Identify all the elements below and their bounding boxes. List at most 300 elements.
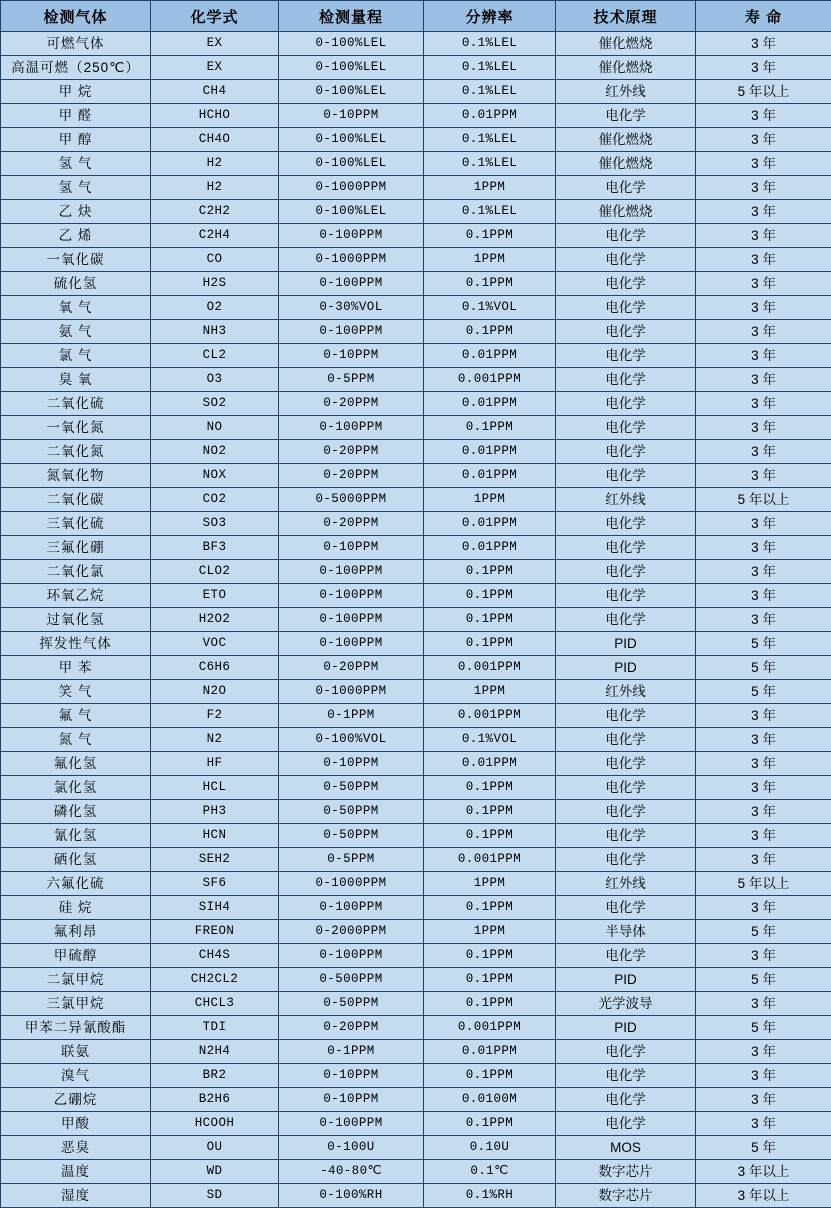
cell-lifespan: 3 年: [696, 560, 831, 584]
cell-resolution: 0.1%LEL: [424, 56, 556, 80]
table-row: [1, 440, 831, 464]
cell-range: 0-20PPM: [279, 656, 424, 680]
cell-principle: 电化学: [556, 416, 696, 440]
cell-lifespan: 3 年: [696, 800, 831, 824]
cell-gas: 氟 气: [1, 704, 151, 728]
cell-principle: 催化燃烧: [556, 32, 696, 56]
cell-principle: 电化学: [556, 224, 696, 248]
table-row: [1, 656, 831, 680]
cell-principle: 电化学: [556, 896, 696, 920]
cell-formula: PH3: [151, 800, 279, 824]
cell-gas: 臭 氧: [1, 368, 151, 392]
cell-principle: 电化学: [556, 776, 696, 800]
cell-formula: B2H6: [151, 1088, 279, 1112]
cell-range: 0-10PPM: [279, 1088, 424, 1112]
table-row: [1, 488, 831, 512]
cell-resolution: 0.1PPM: [424, 1112, 556, 1136]
table-row: [1, 200, 831, 224]
cell-lifespan: 5 年以上: [696, 80, 831, 104]
cell-resolution: 0.1%VOL: [424, 728, 556, 752]
cell-resolution: 0.01PPM: [424, 464, 556, 488]
cell-lifespan: 3 年: [696, 248, 831, 272]
table-row: [1, 80, 831, 104]
table-row: [1, 1040, 831, 1064]
table-body: [1, 32, 831, 1208]
cell-range: 0-1PPM: [279, 704, 424, 728]
cell-formula: BF3: [151, 536, 279, 560]
cell-lifespan: 3 年: [696, 992, 831, 1016]
table-row: [1, 752, 831, 776]
cell-resolution: 1PPM: [424, 176, 556, 200]
cell-formula: NO: [151, 416, 279, 440]
cell-resolution: 0.1PPM: [424, 584, 556, 608]
cell-lifespan: 3 年: [696, 512, 831, 536]
table-row: [1, 176, 831, 200]
cell-formula: N2O: [151, 680, 279, 704]
column-header-gas: 检测气体: [1, 1, 151, 32]
cell-gas: 甲 醇: [1, 128, 151, 152]
cell-gas: 恶臭: [1, 1136, 151, 1160]
cell-range: -40-80℃: [279, 1160, 424, 1184]
table-row: [1, 848, 831, 872]
cell-lifespan: 3 年: [696, 56, 831, 80]
cell-formula: H2S: [151, 272, 279, 296]
table-row: [1, 1160, 831, 1184]
cell-gas: 氧 气: [1, 296, 151, 320]
cell-range: 0-10PPM: [279, 752, 424, 776]
cell-gas: 二氯甲烷: [1, 968, 151, 992]
cell-principle: 催化燃烧: [556, 128, 696, 152]
cell-principle: 电化学: [556, 536, 696, 560]
cell-gas: 氢 气: [1, 152, 151, 176]
cell-gas: 二氧化碳: [1, 488, 151, 512]
cell-formula: SO3: [151, 512, 279, 536]
table-row: [1, 224, 831, 248]
cell-resolution: 0.10U: [424, 1136, 556, 1160]
cell-resolution: 1PPM: [424, 920, 556, 944]
cell-range: 0-50PPM: [279, 992, 424, 1016]
cell-resolution: 0.1PPM: [424, 944, 556, 968]
cell-lifespan: 3 年以上: [696, 1184, 831, 1208]
cell-formula: H2: [151, 152, 279, 176]
cell-principle: 红外线: [556, 872, 696, 896]
cell-lifespan: 3 年: [696, 944, 831, 968]
cell-principle: 数字芯片: [556, 1160, 696, 1184]
cell-principle: 电化学: [556, 392, 696, 416]
cell-formula: HCOOH: [151, 1112, 279, 1136]
cell-principle: 电化学: [556, 368, 696, 392]
cell-lifespan: 5 年: [696, 920, 831, 944]
cell-principle: 半导体: [556, 920, 696, 944]
table-row: [1, 872, 831, 896]
cell-range: 0-1000PPM: [279, 176, 424, 200]
cell-formula: WD: [151, 1160, 279, 1184]
cell-principle: 电化学: [556, 104, 696, 128]
cell-gas: 三氧化硫: [1, 512, 151, 536]
cell-principle: 电化学: [556, 1040, 696, 1064]
table-row: [1, 824, 831, 848]
cell-lifespan: 3 年: [696, 368, 831, 392]
cell-resolution: 0.01PPM: [424, 536, 556, 560]
cell-lifespan: 3 年: [696, 296, 831, 320]
cell-gas: 温度: [1, 1160, 151, 1184]
cell-formula: EX: [151, 56, 279, 80]
column-header-range: 检测量程: [279, 1, 424, 32]
cell-gas: 硫化氢: [1, 272, 151, 296]
table-row: [1, 56, 831, 80]
cell-range: 0-2000PPM: [279, 920, 424, 944]
cell-lifespan: 3 年: [696, 392, 831, 416]
cell-gas: 环氧乙烷: [1, 584, 151, 608]
cell-principle: MOS: [556, 1136, 696, 1160]
cell-resolution: 0.001PPM: [424, 848, 556, 872]
cell-principle: 电化学: [556, 248, 696, 272]
cell-principle: 电化学: [556, 344, 696, 368]
cell-gas: 挥发性气体: [1, 632, 151, 656]
table-row: [1, 1112, 831, 1136]
cell-range: 0-100%LEL: [279, 200, 424, 224]
cell-principle: 电化学: [556, 608, 696, 632]
cell-gas: 二氧化氮: [1, 440, 151, 464]
table-row: [1, 392, 831, 416]
column-header-resolution: 分辨率: [424, 1, 556, 32]
table-row: [1, 536, 831, 560]
cell-formula: CO: [151, 248, 279, 272]
cell-formula: ETO: [151, 584, 279, 608]
cell-range: 0-20PPM: [279, 1016, 424, 1040]
cell-gas: 硅 烷: [1, 896, 151, 920]
cell-principle: 红外线: [556, 680, 696, 704]
cell-principle: 电化学: [556, 560, 696, 584]
cell-range: 0-100PPM: [279, 224, 424, 248]
cell-range: 0-100%RH: [279, 1184, 424, 1208]
column-header-lifespan: 寿 命: [696, 1, 831, 32]
cell-resolution: 0.01PPM: [424, 440, 556, 464]
table-row: [1, 152, 831, 176]
cell-lifespan: 3 年: [696, 320, 831, 344]
cell-range: 0-1000PPM: [279, 872, 424, 896]
table-row: [1, 728, 831, 752]
cell-resolution: 0.01PPM: [424, 344, 556, 368]
table-row: [1, 704, 831, 728]
cell-range: 0-1PPM: [279, 1040, 424, 1064]
cell-principle: 电化学: [556, 800, 696, 824]
cell-formula: CO2: [151, 488, 279, 512]
cell-lifespan: 3 年: [696, 896, 831, 920]
cell-formula: NO2: [151, 440, 279, 464]
table-row: [1, 104, 831, 128]
cell-resolution: 0.01PPM: [424, 1040, 556, 1064]
cell-gas: 一氧化氮: [1, 416, 151, 440]
cell-lifespan: 3 年: [696, 272, 831, 296]
cell-gas: 溴气: [1, 1064, 151, 1088]
cell-resolution: 0.1PPM: [424, 800, 556, 824]
cell-resolution: 1PPM: [424, 872, 556, 896]
cell-principle: 电化学: [556, 512, 696, 536]
cell-formula: FREON: [151, 920, 279, 944]
cell-lifespan: 5 年: [696, 656, 831, 680]
cell-gas: 氢 气: [1, 176, 151, 200]
table-row: [1, 248, 831, 272]
table-header: [1, 1, 831, 32]
cell-range: 0-100U: [279, 1136, 424, 1160]
table-row: [1, 464, 831, 488]
table-row: [1, 1064, 831, 1088]
cell-lifespan: 3 年: [696, 152, 831, 176]
cell-formula: SO2: [151, 392, 279, 416]
table-row: [1, 800, 831, 824]
cell-range: 0-1000PPM: [279, 680, 424, 704]
table-row: [1, 344, 831, 368]
cell-lifespan: 3 年: [696, 584, 831, 608]
cell-resolution: 0.1%VOL: [424, 296, 556, 320]
cell-range: 0-20PPM: [279, 464, 424, 488]
cell-formula: SIH4: [151, 896, 279, 920]
cell-resolution: 0.1%LEL: [424, 32, 556, 56]
cell-range: 0-20PPM: [279, 440, 424, 464]
cell-resolution: 0.1PPM: [424, 416, 556, 440]
cell-formula: H2O2: [151, 608, 279, 632]
cell-range: 0-50PPM: [279, 824, 424, 848]
cell-resolution: 0.1%RH: [424, 1184, 556, 1208]
cell-formula: SD: [151, 1184, 279, 1208]
cell-principle: 催化燃烧: [556, 200, 696, 224]
cell-principle: 催化燃烧: [556, 152, 696, 176]
cell-lifespan: 3 年: [696, 728, 831, 752]
cell-resolution: 0.1PPM: [424, 968, 556, 992]
cell-principle: 电化学: [556, 944, 696, 968]
cell-formula: HCN: [151, 824, 279, 848]
cell-resolution: 0.001PPM: [424, 704, 556, 728]
cell-principle: PID: [556, 1016, 696, 1040]
cell-range: 0-100PPM: [279, 584, 424, 608]
cell-gas: 过氧化氢: [1, 608, 151, 632]
cell-range: 0-100PPM: [279, 320, 424, 344]
cell-lifespan: 3 年: [696, 848, 831, 872]
cell-lifespan: 3 年: [696, 464, 831, 488]
cell-lifespan: 3 年: [696, 536, 831, 560]
cell-principle: 电化学: [556, 1112, 696, 1136]
cell-principle: 电化学: [556, 296, 696, 320]
cell-lifespan: 3 年: [696, 1112, 831, 1136]
cell-range: 0-5000PPM: [279, 488, 424, 512]
table-row: [1, 896, 831, 920]
table-row: [1, 512, 831, 536]
cell-lifespan: 3 年: [696, 200, 831, 224]
table-row: [1, 1184, 831, 1208]
cell-lifespan: 5 年: [696, 968, 831, 992]
cell-formula: H2: [151, 176, 279, 200]
cell-resolution: 0.1PPM: [424, 896, 556, 920]
cell-gas: 乙硼烷: [1, 1088, 151, 1112]
cell-range: 0-100%LEL: [279, 128, 424, 152]
cell-resolution: 0.1PPM: [424, 1064, 556, 1088]
cell-gas: 氮氧化物: [1, 464, 151, 488]
cell-principle: PID: [556, 632, 696, 656]
cell-gas: 氯 气: [1, 344, 151, 368]
cell-lifespan: 5 年以上: [696, 488, 831, 512]
cell-gas: 氟利昂: [1, 920, 151, 944]
cell-formula: N2H4: [151, 1040, 279, 1064]
cell-formula: C2H4: [151, 224, 279, 248]
cell-lifespan: 3 年: [696, 1064, 831, 1088]
cell-range: 0-100PPM: [279, 1112, 424, 1136]
cell-principle: 电化学: [556, 176, 696, 200]
table-row: [1, 584, 831, 608]
cell-range: 0-100%VOL: [279, 728, 424, 752]
cell-principle: 电化学: [556, 848, 696, 872]
cell-formula: NH3: [151, 320, 279, 344]
cell-resolution: 0.001PPM: [424, 656, 556, 680]
cell-resolution: 0.1℃: [424, 1160, 556, 1184]
cell-principle: 光学波导: [556, 992, 696, 1016]
cell-formula: CLO2: [151, 560, 279, 584]
cell-range: 0-100PPM: [279, 896, 424, 920]
cell-resolution: 1PPM: [424, 680, 556, 704]
cell-principle: PID: [556, 968, 696, 992]
cell-resolution: 0.1%LEL: [424, 128, 556, 152]
cell-resolution: 0.001PPM: [424, 368, 556, 392]
cell-gas: 甲酸: [1, 1112, 151, 1136]
cell-range: 0-100PPM: [279, 416, 424, 440]
cell-lifespan: 5 年: [696, 1016, 831, 1040]
cell-resolution: 0.1PPM: [424, 608, 556, 632]
cell-lifespan: 3 年: [696, 776, 831, 800]
table-row: [1, 416, 831, 440]
cell-formula: BR2: [151, 1064, 279, 1088]
cell-range: 0-100PPM: [279, 560, 424, 584]
cell-resolution: 0.1%LEL: [424, 80, 556, 104]
cell-principle: 电化学: [556, 272, 696, 296]
cell-principle: 电化学: [556, 1088, 696, 1112]
cell-principle: 电化学: [556, 752, 696, 776]
cell-range: 0-100PPM: [279, 272, 424, 296]
table-row: [1, 1016, 831, 1040]
cell-lifespan: 3 年: [696, 344, 831, 368]
cell-formula: CL2: [151, 344, 279, 368]
cell-lifespan: 3 年: [696, 104, 831, 128]
cell-principle: 红外线: [556, 80, 696, 104]
cell-range: 0-5PPM: [279, 848, 424, 872]
cell-range: 0-100%LEL: [279, 152, 424, 176]
cell-lifespan: 3 年: [696, 416, 831, 440]
cell-range: 0-100%LEL: [279, 80, 424, 104]
cell-lifespan: 3 年以上: [696, 1160, 831, 1184]
cell-gas: 甲苯二异氰酸酯: [1, 1016, 151, 1040]
cell-principle: PID: [556, 656, 696, 680]
cell-lifespan: 3 年: [696, 224, 831, 248]
cell-lifespan: 3 年: [696, 824, 831, 848]
cell-lifespan: 3 年: [696, 704, 831, 728]
cell-formula: SF6: [151, 872, 279, 896]
cell-range: 0-50PPM: [279, 800, 424, 824]
cell-principle: 电化学: [556, 320, 696, 344]
cell-formula: C6H6: [151, 656, 279, 680]
cell-formula: CH4O: [151, 128, 279, 152]
cell-resolution: 0.01PPM: [424, 392, 556, 416]
cell-gas: 乙 炔: [1, 200, 151, 224]
cell-principle: 电化学: [556, 728, 696, 752]
cell-gas: 甲硫醇: [1, 944, 151, 968]
table-row: [1, 1088, 831, 1112]
cell-lifespan: 5 年以上: [696, 872, 831, 896]
cell-formula: VOC: [151, 632, 279, 656]
cell-resolution: 0.01PPM: [424, 104, 556, 128]
cell-gas: 甲 苯: [1, 656, 151, 680]
cell-gas: 氰化氢: [1, 824, 151, 848]
table-row: [1, 944, 831, 968]
table-row: [1, 368, 831, 392]
cell-principle: 电化学: [556, 704, 696, 728]
cell-resolution: 0.1PPM: [424, 224, 556, 248]
cell-resolution: 1PPM: [424, 248, 556, 272]
cell-range: 0-1000PPM: [279, 248, 424, 272]
cell-resolution: 0.01PPM: [424, 752, 556, 776]
cell-formula: CH2CL2: [151, 968, 279, 992]
cell-lifespan: 5 年: [696, 680, 831, 704]
table-row: [1, 608, 831, 632]
cell-resolution: 0.1PPM: [424, 992, 556, 1016]
cell-formula: F2: [151, 704, 279, 728]
table-row: [1, 296, 831, 320]
cell-lifespan: 5 年: [696, 1136, 831, 1160]
cell-range: 0-5PPM: [279, 368, 424, 392]
cell-range: 0-100PPM: [279, 944, 424, 968]
cell-range: 0-10PPM: [279, 536, 424, 560]
cell-lifespan: 3 年: [696, 608, 831, 632]
cell-range: 0-100%LEL: [279, 32, 424, 56]
cell-resolution: 0.1%LEL: [424, 152, 556, 176]
cell-formula: TDI: [151, 1016, 279, 1040]
cell-principle: 电化学: [556, 464, 696, 488]
cell-gas: 氨 气: [1, 320, 151, 344]
cell-lifespan: 3 年: [696, 752, 831, 776]
cell-gas: 二氧化硫: [1, 392, 151, 416]
cell-range: 0-30%VOL: [279, 296, 424, 320]
cell-lifespan: 3 年: [696, 1040, 831, 1064]
cell-gas: 甲 醛: [1, 104, 151, 128]
cell-gas: 甲 烷: [1, 80, 151, 104]
cell-lifespan: 3 年: [696, 176, 831, 200]
cell-formula: SEH2: [151, 848, 279, 872]
cell-lifespan: 3 年: [696, 1088, 831, 1112]
cell-gas: 氯化氢: [1, 776, 151, 800]
cell-gas: 乙 烯: [1, 224, 151, 248]
table-row: [1, 992, 831, 1016]
cell-range: 0-20PPM: [279, 392, 424, 416]
table-row: [1, 776, 831, 800]
cell-resolution: 0.1PPM: [424, 272, 556, 296]
cell-formula: O3: [151, 368, 279, 392]
cell-principle: 数字芯片: [556, 1184, 696, 1208]
cell-lifespan: 3 年: [696, 32, 831, 56]
cell-resolution: 0.1PPM: [424, 824, 556, 848]
cell-gas: 湿度: [1, 1184, 151, 1208]
cell-range: 0-500PPM: [279, 968, 424, 992]
table-row: [1, 680, 831, 704]
cell-formula: O2: [151, 296, 279, 320]
cell-resolution: 0.1PPM: [424, 560, 556, 584]
cell-range: 0-10PPM: [279, 344, 424, 368]
cell-principle: 催化燃烧: [556, 56, 696, 80]
cell-gas: 二氧化氯: [1, 560, 151, 584]
column-header-formula: 化学式: [151, 1, 279, 32]
table-row: [1, 1136, 831, 1160]
cell-resolution: 0.0100M: [424, 1088, 556, 1112]
cell-range: 0-20PPM: [279, 512, 424, 536]
cell-formula: C2H2: [151, 200, 279, 224]
cell-gas: 氮 气: [1, 728, 151, 752]
